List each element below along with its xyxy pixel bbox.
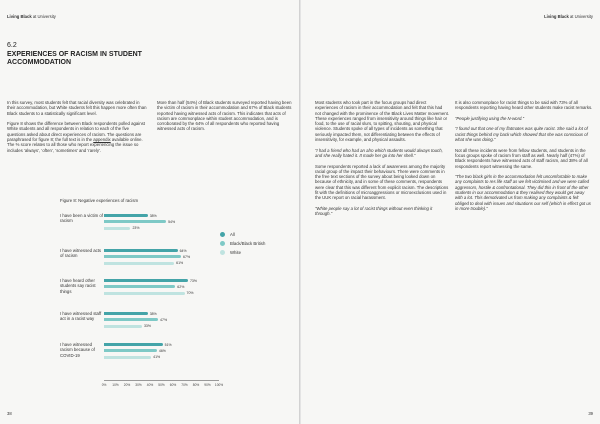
bar-black-black-british xyxy=(104,349,157,352)
paragraph: More than half (54%) of Black students surveyed reported having been the victim of racism in their accommodation and 67% of Black students reported having witnessed acts of racism. This indicates that acts of racism are commonplace within student accommodation, and is corroborated by the 64% of all respondents who reported having witnessed acts of racism. xyxy=(157,100,292,132)
data-label: 41% xyxy=(153,355,161,360)
x-tick-label: 60% xyxy=(169,383,177,387)
x-tick-label: 100% xyxy=(214,383,224,387)
x-tick-label: 10% xyxy=(112,383,119,387)
legend-label: White xyxy=(230,250,241,256)
right-page xyxy=(301,0,600,424)
left-column-1 xyxy=(7,100,147,158)
data-label: 38% xyxy=(149,213,157,218)
legend-label: All xyxy=(230,232,235,238)
data-label: 46% xyxy=(158,348,166,353)
x-tick-label: 20% xyxy=(123,383,131,387)
bar-black-black-british xyxy=(104,220,166,223)
bar-all xyxy=(104,249,178,252)
paragraph: Most students who took part in the focus groups had direct experiences of racism in their accommodation and felt that this had not changed with the prominence of the Black Lives Matter movement. These experiences ranged from insensitivity around things like hair or food, to the use of racial slurs, to spitting, shouting, and physical violence. Students spoke of all types of incidents as something that seriously impacted them, not differentiating between the effects of insensitivity, for example, and physical assaults. xyxy=(315,100,449,143)
quote: “I had a friend who had an afro which students would always touch, and she really hated it. It made her go into her shell.” xyxy=(315,147,443,158)
category-label: I have witnessed acts of racism xyxy=(60,248,102,259)
x-tick-label: 30% xyxy=(135,383,142,387)
legend-label: Black/Black British xyxy=(230,241,266,247)
category-label: I have been a victim of racism xyxy=(60,213,103,224)
bar-all xyxy=(104,343,163,346)
quote: “White people say a lot of racist things without even thinking it through.” xyxy=(315,205,433,217)
left-column-2 xyxy=(157,100,293,137)
x-tick-label: 0% xyxy=(101,383,107,387)
data-label: 47% xyxy=(160,317,168,322)
paragraph: It is also commonplace for racist things to be said with 73% of all respondents reporting having heard other students make racist remarks. xyxy=(455,100,593,111)
right-page-number: 39 xyxy=(588,411,593,416)
x-axis-line xyxy=(104,380,219,381)
legend-swatch xyxy=(220,250,225,255)
data-label: 73% xyxy=(189,278,197,283)
category-label: I have witnessed racism because of COVID-19 xyxy=(60,342,95,358)
bar-black-black-british xyxy=(104,285,175,288)
data-label: 61% xyxy=(176,261,184,266)
paragraph: Figure 8 shows the difference between Black respondents polled against White students and all respondents in relation to each of the five questions asked about direct experiences of racism. The questions are paraphrased for figure 8; the full text is in the appendix available online. The % score relates to all those who report experiencing the issue so includes ‘always’, ‘often’, ‘sometimes’ and ‘rarely’. xyxy=(7,121,145,153)
data-label: 62% xyxy=(177,284,185,289)
paragraph: Some respondents reported a lack of awareness among the majority racial group of the impact their behaviours. There were comments in the free text sections of the survey about being looked down on because of ethnicity, and in some of these comments, respondents were clear that this was different from explicit racism. The descriptions fit with the definitions of microaggressions or microexclusions used in the UUK report on racial harassment. xyxy=(315,163,449,201)
quote: “People justifying using the N-word.” xyxy=(455,115,525,121)
x-tick-label: 50% xyxy=(158,383,165,387)
bar-all xyxy=(104,279,188,282)
data-label: 33% xyxy=(143,324,151,329)
legend-swatch xyxy=(220,241,225,246)
left-running-header: Living Black at University xyxy=(7,14,56,19)
x-tick-label: 80% xyxy=(192,383,200,387)
left-page xyxy=(0,0,299,424)
data-label: 23% xyxy=(132,226,140,231)
x-tick-label: 70% xyxy=(181,383,188,387)
right-column-1 xyxy=(315,100,449,222)
quote: “I found out that one of my flatmates was quite racist. She said a lot of racist things behind my back which showed that she was conscious of what she was doing.” xyxy=(455,126,588,143)
paragraph: Not all these incidents were from fellow students, and students in the focus groups spoke of racism from staff as well. Nearly half (47%) of Black respondents have witnessed acts of staff racism, and 38% of all respondents report witnessing the same. xyxy=(455,147,588,169)
section-number: 6.2 xyxy=(7,42,17,49)
bar-white xyxy=(104,262,174,265)
data-label: 67% xyxy=(183,254,191,259)
bar-white xyxy=(104,325,142,328)
category-label: I have witnessed staff act in a racist way xyxy=(60,311,102,322)
x-tick-label: 40% xyxy=(146,383,154,387)
x-tick-label: 90% xyxy=(204,383,211,387)
left-page-number: 38 xyxy=(7,411,12,416)
right-running-header: Living Black at University xyxy=(544,14,593,19)
bar-black-black-british xyxy=(104,255,181,258)
bar-white xyxy=(104,227,130,230)
bar-white xyxy=(104,356,151,359)
bar-all xyxy=(104,312,148,315)
data-label: 64% xyxy=(179,248,187,253)
figure-title: Figure 8: Negative experiences of racism xyxy=(60,198,139,203)
right-column-2 xyxy=(455,100,593,217)
data-label: 38% xyxy=(149,311,157,316)
category-label: I have heard other students say racist things xyxy=(60,278,96,294)
bar-all xyxy=(104,214,148,217)
data-label: 70% xyxy=(186,291,194,296)
bar-black-black-british xyxy=(104,318,158,321)
paragraph: In this survey, most students felt that racial diversity was celebrated in their accommodation, but White students felt this happen more often than Black students to a statistically significant level. xyxy=(7,100,147,116)
section-title: EXPERIENCES OF RACISM IN STUDENT ACCOMMODATION xyxy=(7,51,142,67)
data-label: 54% xyxy=(168,219,176,224)
appendix-link[interactable]: appendix xyxy=(93,137,111,143)
bar-white xyxy=(104,292,185,295)
legend-swatch xyxy=(220,232,225,237)
quote: “The two black girls in the accommodation felt uncomfortable to make any complaints to res life staff as we felt victimised and we were called aggressors, hostile & confrontational. They did this in front of the other students in our accommodation & they realised they would get away with a lot. This demotivated us from making any complaints & felt obliged to deal with issues and situations our self (which in effect got us in more trouble).” xyxy=(455,174,591,211)
data-label: 51% xyxy=(164,342,172,347)
